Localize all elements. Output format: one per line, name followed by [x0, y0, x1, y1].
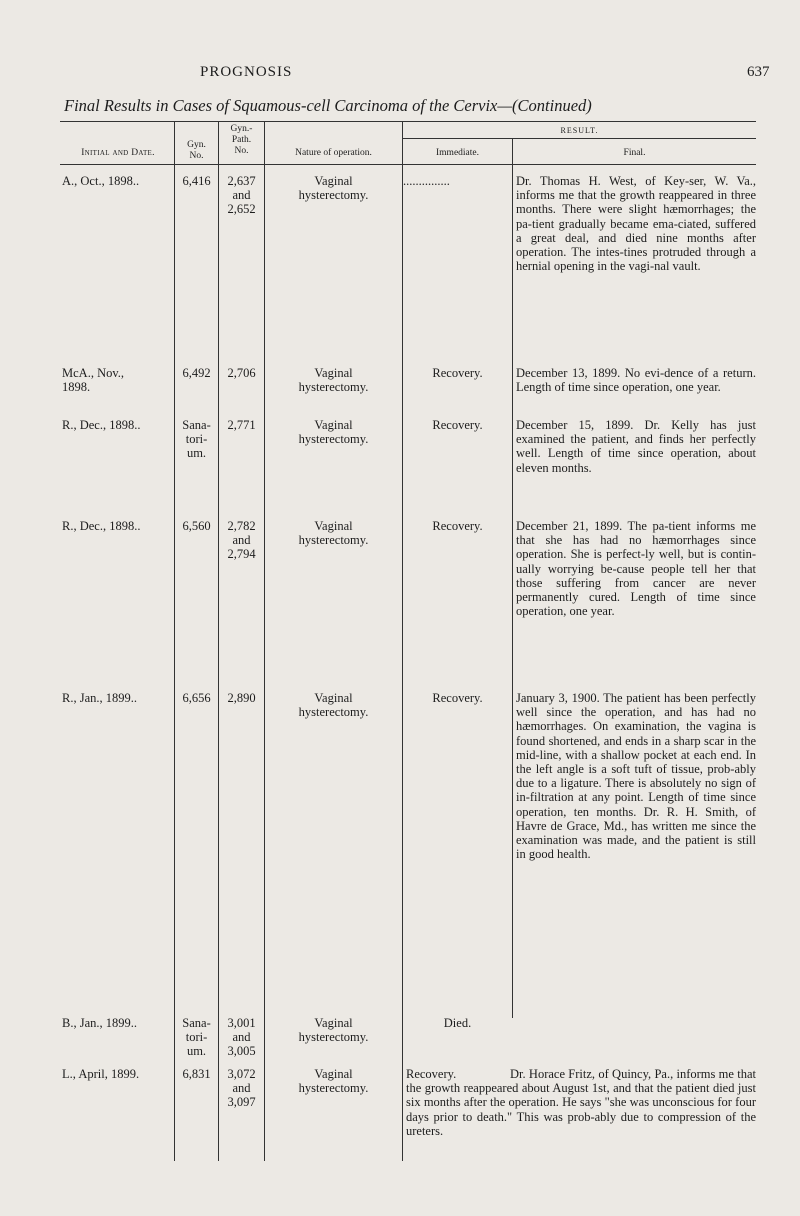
- row-r2-path: 2,782 and 2,794: [227, 519, 256, 562]
- row-r2-initial: R., Dec., 1898..: [62, 519, 141, 533]
- row-r1-initial: R., Dec., 1898..: [62, 418, 141, 432]
- row-l-final-text: Dr. Horace Fritz, of Quincy, Pa., informs me that the growth reappeared about August 1st, and that the patient died just six months after the operation. He says "she was unconscious for four days prior to death." This was prob-ably due to compression of the ureters.: [406, 1067, 756, 1138]
- row-b-initial: B., Jan., 1899..: [62, 1016, 137, 1030]
- header-initial-date: Initial and Date.: [81, 148, 155, 158]
- col-divider-1: [174, 121, 175, 1161]
- col-divider-2: [218, 121, 219, 1161]
- row-r3-path: 2,890: [227, 691, 256, 705]
- row-b-nature: Vaginal hysterectomy.: [298, 1016, 369, 1045]
- row-mca-nature: Vaginal hysterectomy.: [298, 366, 369, 395]
- header-immediate: Immediate.: [436, 148, 479, 158]
- row-l-path: 3,072 and 3,097: [227, 1067, 256, 1110]
- header-final: Final.: [623, 148, 646, 158]
- row-a-gyn: 6,416: [182, 174, 211, 188]
- row-b-immediate: Died.: [443, 1016, 472, 1030]
- row-r3-final: January 3, 1900. The patient has been perfectly well since the operation, and has had no hæmorrhages. On examination, the vagina is found shortened, and ends in a sharp scar in the mid-line, with a shallow pocket at each end. In the left angle is a soft tuft of tissue, prob-ably due to a ligature. There is absolutely no sign of in-filtration at any point. Length of time since operation, ten months. Dr. R. H. Smith, of Havre de Grace, Md., has written me since the examination was made, and the patient is still in good health.: [516, 691, 756, 862]
- row-r2-immediate: Recovery.: [432, 519, 483, 533]
- row-a-path: 2,637 and 2,652: [227, 174, 256, 217]
- row-mca-gyn: 6,492: [182, 366, 211, 380]
- header-result: RESULT.: [560, 126, 599, 135]
- row-r3-immediate: Recovery.: [432, 691, 483, 705]
- row-r1-path: 2,771: [227, 418, 256, 432]
- row-l-final: [406, 1067, 756, 1138]
- row-a-initial: A., Oct., 1898..: [62, 174, 140, 188]
- row-r1-gyn: Sana- tori- um.: [182, 418, 211, 461]
- row-l-nature: Vaginal hysterectomy.: [298, 1067, 369, 1096]
- row-a-final: Dr. Thomas H. West, of Key-ser, W. Va., informs me that the growth reappeared in three months. There were slight hæmorrhages; the pa-tient gradually became ema-ciated, suffered a great deal, and died nine months after operation. The intes-tines protruded through a hernial opening in the vagi-nal vault.: [516, 174, 756, 274]
- row-r2-final: December 21, 1899. The pa-tient informs me that she has had no hæmorrhages since operation. She is perfect-ly well, but is contin-ually worrying be-cause people tell her that those suffering from cancer are never permanently cured. Length of time since operation, one year.: [516, 519, 756, 619]
- header-gyn-path-no: Gyn.- Path. No.: [230, 124, 253, 156]
- row-mca-final: December 13, 1899. No evi-dence of a return. Length of time since operation, one year.: [516, 366, 756, 395]
- header-gyn-no: Gyn. No.: [187, 140, 206, 161]
- row-mca-initial: McA., Nov., 1898.: [62, 366, 125, 395]
- col-divider-3: [264, 121, 265, 1161]
- header-bottom-rule: [60, 164, 756, 165]
- header-nature: Nature of operation.: [295, 148, 372, 158]
- row-r3-initial: R., Jan., 1899..: [62, 691, 137, 705]
- row-r3-nature: Vaginal hysterectomy.: [298, 691, 369, 720]
- row-mca-path: 2,706: [227, 366, 256, 380]
- row-b-path: 3,001 and 3,005: [227, 1016, 256, 1059]
- table-caption: Final Results in Cases of Squamous-cell Carcinoma of the Cervix—(Continued): [64, 96, 592, 115]
- row-r2-nature: Vaginal hysterectomy.: [298, 519, 369, 548]
- table-top-rule: [60, 121, 756, 122]
- row-r1-final: December 15, 1899. Dr. Kelly has just examined the patient, and finds her perfectly well. Length of time since operation, about eleven months.: [516, 418, 756, 475]
- row-a-nature: Vaginal hysterectomy.: [298, 174, 369, 203]
- row-l-gyn: 6,831: [182, 1067, 211, 1081]
- row-r1-immediate: Recovery.: [432, 418, 483, 432]
- running-head: PROGNOSIS: [200, 64, 293, 80]
- col-divider-5: [512, 138, 513, 1018]
- page-number: 637: [747, 64, 770, 80]
- col-divider-4: [402, 121, 403, 1161]
- row-mca-immediate: Recovery.: [432, 366, 483, 380]
- row-r3-gyn: 6,656: [182, 691, 211, 705]
- row-r1-nature: Vaginal hysterectomy.: [298, 418, 369, 447]
- row-r2-gyn: 6,560: [182, 519, 211, 533]
- row-l-initial: L., April, 1899.: [62, 1067, 140, 1081]
- row-b-gyn: Sana- tori- um.: [182, 1016, 211, 1059]
- result-divider-rule: [402, 138, 756, 139]
- row-a-immediate: ...............: [403, 174, 450, 188]
- row-l-immediate: Recovery.: [406, 1067, 457, 1081]
